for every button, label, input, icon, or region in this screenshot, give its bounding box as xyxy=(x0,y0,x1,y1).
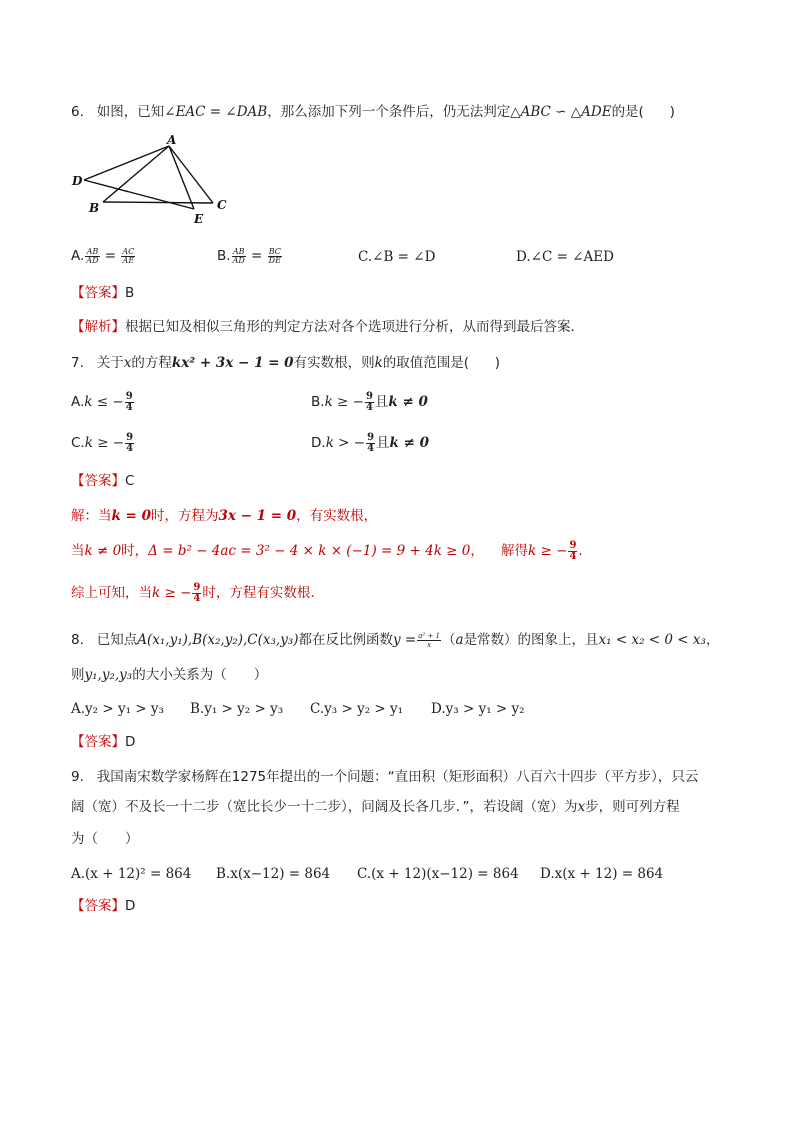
q7-opt-a-frac: $\frac{9}{4}$ xyxy=(125,390,133,413)
q6-triangle-figure xyxy=(68,134,238,226)
q9-option-b: B.x(x−12) = 864 xyxy=(216,866,331,882)
q6-text-b: ，那么添加下列一个条件后，仍无法判定 xyxy=(267,104,511,120)
q7-sol2-frac: $\frac{9}{4}$ xyxy=(569,539,577,562)
q7-sol3-frac: $\frac{9}{4}$ xyxy=(193,581,201,604)
q8-inequality: x₁ < x₂ < 0 < x₃ xyxy=(598,632,706,648)
q9-stem-line2: 阔（宽）不及长一十二步（宽比长少一十二步），问阔及长各几步．”，若设阔（宽）为x步，则可列方程 xyxy=(71,799,680,815)
q8-answer-label: 【答案】 xyxy=(71,734,125,750)
q6-option-c: C.∠B = ∠D xyxy=(358,249,436,265)
q9-answer xyxy=(71,897,135,915)
q6-answer-value: B xyxy=(125,285,135,301)
q6-opt-a-frac1: $\frac{AB}{AD}$ xyxy=(86,246,99,265)
q7-text-d: 的取值范围是( xyxy=(382,355,470,371)
label-d: D xyxy=(72,174,83,188)
q6-option-a: A. $\frac{AB}{AD}$ = $\frac{AC}{AE}$ xyxy=(71,246,135,265)
q7-var-k: k xyxy=(374,355,383,371)
q7-option-b: B.k ≥ − $\frac{9}{4}$ 且k ≠ 0 xyxy=(311,390,428,413)
q6-text-a: 如图，已知 xyxy=(96,104,165,120)
q7-equation: kx² + 3x − 1 = 0 xyxy=(171,355,294,371)
q9-stem-line3: 为（ ） xyxy=(71,831,139,847)
q9-option-c: C.(x + 12)(x−12) = 864 xyxy=(357,866,519,882)
q6-analysis xyxy=(71,318,584,336)
q7-text-a: 关于 xyxy=(96,355,124,371)
q6-number: 6. xyxy=(71,104,84,120)
q7-text-c: 有实数根，则 xyxy=(293,355,375,371)
q9-number: 9. xyxy=(71,769,84,785)
q6-text-c: 的是( xyxy=(611,104,644,120)
q6-option-b: B. $\frac{AB}{AD}$ = $\frac{BC}{DE}$ xyxy=(217,246,281,265)
q9-answer-value: D xyxy=(125,898,136,914)
q9-option-a: A.(x + 12)² = 864 xyxy=(71,866,192,882)
q6-analysis-text: 根据已知及相似三角形的判定方法对各个选项进行分析，从而得到最后答案． xyxy=(125,319,584,335)
q8-option-a: A.y₂ > y₁ > y₃ xyxy=(71,701,164,717)
q6-stem xyxy=(71,103,675,121)
q6-text-d: ) xyxy=(669,104,675,120)
q6-analysis-label: 【解析】 xyxy=(71,319,125,335)
q6-answer xyxy=(71,284,134,302)
q8-function-fraction: $\frac{\text{a² + 1}}{x}$ xyxy=(418,631,440,649)
q7-option-a: A.k ≤ − $\frac{9}{4}$ xyxy=(71,390,133,413)
q8-option-c: C.y₃ > y₂ > y₁ xyxy=(310,701,404,717)
q6-opt-b-frac2: $\frac{BC}{DE}$ xyxy=(268,246,281,265)
label-a: A xyxy=(167,134,177,147)
q7-answer-label: 【答案】 xyxy=(71,473,125,489)
q7-option-c: C.k ≥ − $\frac{9}{4}$ xyxy=(71,431,134,454)
q7-solution-line2: 当k ≠ 0时，Δ = b² − 4ac = 3² − 4 × k × (−1) = 9 + 4k ≥ 0， 解得k ≥ − $\frac{9}{4}$ . xyxy=(71,539,583,562)
q6-opt-a-frac2: $\frac{AC}{AE}$ xyxy=(122,246,135,265)
q7-answer xyxy=(71,472,134,490)
q9-stem-line1: 9. 我国南宋数学家杨辉在1275年提出的一个问题：“直田积（矩形面积）八百六十四步（平方步），只云 xyxy=(71,769,699,785)
q9-answer-label: 【答案】 xyxy=(71,898,125,914)
q7-solution-line3: 综上可知，当k ≥ − $\frac{9}{4}$ 时，方程有实数根. xyxy=(71,581,315,604)
q8-stem: 8. 已知点A(x₁,y₁),B(x₂,y₂),C(x₃,y₃)都在反比例函数y = $\frac{\text{a² + 1}}{x}$ （a是常数）的图象上，且x₁ < x₂ < 0 < x₃， xyxy=(71,631,720,649)
q8-stem-line2: 则y₁,y₂,y₃的大小关系为（ ） xyxy=(71,667,268,683)
q7-stem xyxy=(71,354,500,372)
q7-number: 7. xyxy=(71,355,84,371)
q7-solution-line1: 解：当k = 0时，方程为3x − 1 = 0，有实数根， xyxy=(71,508,378,524)
q7-opt-d-frac: $\frac{9}{4}$ xyxy=(367,431,375,454)
q6-opt-b-frac1: $\frac{AB}{AD}$ xyxy=(232,246,245,265)
q7-option-d: D.k > − $\frac{9}{4}$ 且k ≠ 0 xyxy=(311,431,430,454)
q6-answer-label: 【答案】 xyxy=(71,285,125,301)
q7-opt-b-frac: $\frac{9}{4}$ xyxy=(365,390,373,413)
q8-number: 8. xyxy=(71,632,84,648)
q6-option-d: D.∠C = ∠AED xyxy=(516,249,614,265)
q7-opt-c-frac: $\frac{9}{4}$ xyxy=(126,431,134,454)
q8-points: A(x₁,y₁),B(x₂,y₂),C(x₃,y₃) xyxy=(137,632,299,648)
label-b: B xyxy=(89,201,100,215)
q8-answer-value: D xyxy=(125,734,136,750)
q9-option-d: D.x(x + 12) = 864 xyxy=(540,866,664,882)
q6-option-a-prefix: A. xyxy=(71,248,85,264)
label-e: E xyxy=(194,212,204,226)
q7-text-b: 的方程 xyxy=(131,355,172,371)
q7-var-x: x xyxy=(123,355,132,371)
q8-option-d: D.y₃ > y₁ > y₂ xyxy=(431,701,525,717)
q8-option-b: B.y₁ > y₂ > y₃ xyxy=(190,701,284,717)
q6-condition: ∠EAC = ∠DAB xyxy=(164,104,268,120)
q7-answer-value: C xyxy=(125,473,135,489)
q6-option-b-prefix: B. xyxy=(217,248,231,264)
label-c: C xyxy=(217,198,227,212)
q8-answer xyxy=(71,733,135,751)
q7-text-e: ) xyxy=(494,355,501,371)
q6-similarity: △ABC ∽ △ADE xyxy=(510,104,612,120)
